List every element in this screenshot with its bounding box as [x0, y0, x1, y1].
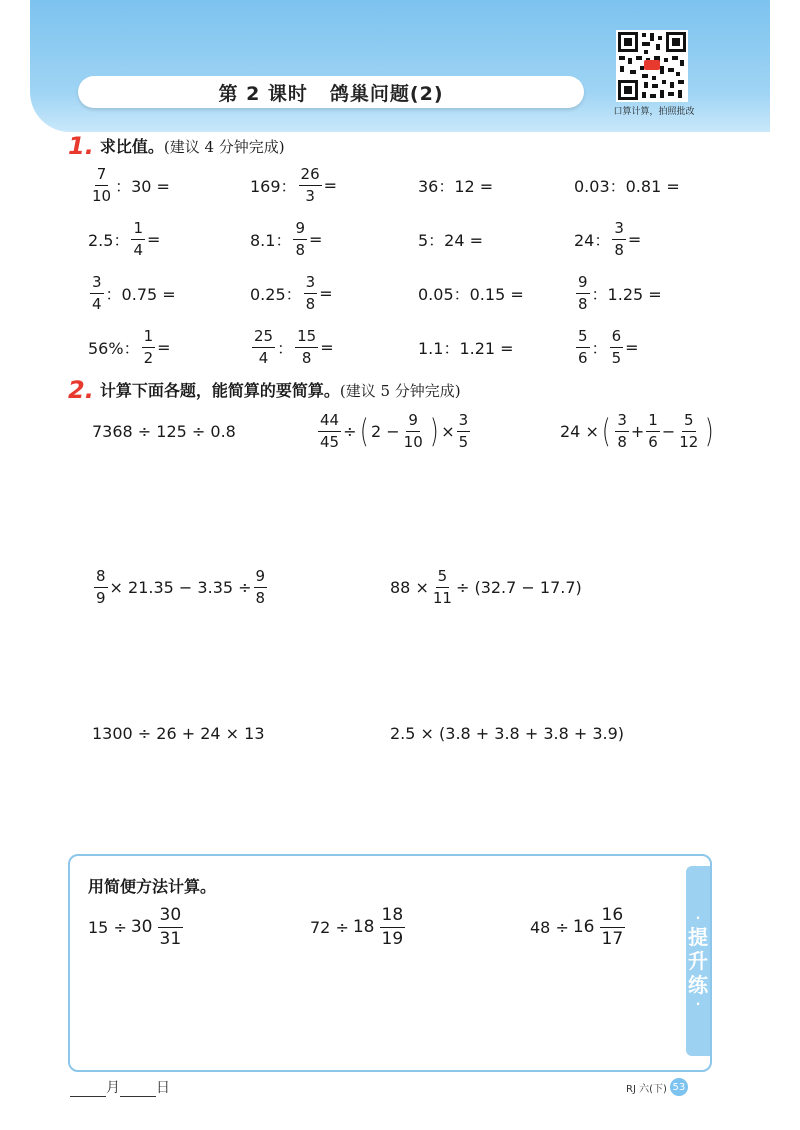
- expr-text: =: [627, 229, 642, 249]
- qr-caption: 口算计算，拍照批改: [613, 107, 695, 117]
- expr-text: ：: [277, 338, 294, 358]
- ratio-item: [574, 270, 662, 316]
- month-label: 月: [106, 1080, 120, 1096]
- fraction: $\frac{9}{8}$: [255, 566, 266, 607]
- fraction: $\frac{5}{6}$: [578, 326, 588, 367]
- ratio-item: [418, 324, 514, 370]
- ratio-item: [250, 270, 333, 316]
- expr-text: ：0.75 =: [105, 284, 176, 304]
- fraction: $\frac{3}{8}$: [617, 410, 627, 451]
- fraction: $\frac{5}{11}$: [432, 566, 452, 607]
- fraction: $\frac{3}{5}$: [458, 410, 469, 451]
- expr-text: 169：: [250, 176, 297, 196]
- tab-char: 升: [688, 949, 708, 973]
- ratio-item: [418, 162, 493, 208]
- fraction: $\frac{3}{4}$: [92, 272, 102, 313]
- expr-text: 5：24 =: [418, 230, 484, 250]
- extension-item: [310, 904, 407, 950]
- mixed-number: 16 $\frac{16}{17}$: [572, 904, 624, 949]
- expr-text: =: [323, 175, 338, 195]
- ratio-item: [250, 216, 322, 262]
- ratio-item: [418, 216, 483, 262]
- expr-text: =: [319, 283, 333, 303]
- tab-char: 练: [688, 973, 708, 997]
- expr-text: 1.1：1.21 =: [418, 338, 514, 358]
- ratio-item: [88, 162, 170, 208]
- fraction: $\frac{1}{6}$: [648, 410, 658, 451]
- expr-text: 1300 ÷ 26 + 24 × 13: [92, 723, 265, 743]
- expr-text: 72 ÷: [310, 917, 349, 937]
- calc-item: [390, 710, 624, 756]
- ratio-item: [250, 162, 337, 208]
- expr-text: 24 ×: [560, 421, 599, 441]
- expr-text: 0.03：0.81 =: [574, 176, 680, 196]
- qr-code-icon[interactable]: [616, 30, 688, 102]
- expr-text: ：1.25 =: [591, 284, 662, 304]
- left-paren: (: [601, 412, 611, 450]
- tab-char: 提: [688, 925, 708, 949]
- expr-text: 0.05：0.15 =: [418, 284, 524, 304]
- expr-text: 24：: [574, 230, 611, 250]
- fraction: $\frac{3}{8}$: [614, 218, 624, 259]
- fraction: $\frac{1}{2}$: [143, 326, 154, 367]
- ratio-item: [88, 324, 171, 370]
- section1-title-text: 求比值。: [99, 137, 164, 156]
- expr-text: =: [309, 229, 323, 249]
- expr-text: ×: [441, 421, 455, 441]
- date-field[interactable]: [70, 1077, 170, 1097]
- ratio-item: [88, 270, 176, 316]
- fraction: $\frac{7}{10}$: [92, 164, 112, 205]
- fraction: $\frac{9}{8}$: [295, 218, 305, 259]
- calc-item: [390, 564, 582, 610]
- fraction: $\frac{1}{4}$: [133, 218, 143, 259]
- fraction: $\frac{9}{10}$: [403, 410, 423, 451]
- ratio-item: [88, 216, 160, 262]
- ratio-item: [574, 162, 680, 208]
- expr-text: × 21.35 − 3.35 ÷: [109, 577, 252, 597]
- page-footer: [626, 1078, 688, 1096]
- expr-text: 2.5：: [88, 230, 130, 250]
- left-paren: (: [359, 412, 369, 450]
- right-paren: ): [705, 412, 714, 450]
- fraction: $\frac{26}{3}$: [300, 164, 320, 205]
- expr-text: +: [630, 421, 645, 441]
- ratio-item: [250, 324, 334, 370]
- expr-text: 88 ×: [390, 577, 429, 597]
- extension-item: [88, 904, 185, 950]
- fraction: $\frac{8}{9}$: [96, 566, 106, 607]
- expr-text: 8.1：: [250, 230, 292, 250]
- extension-side-tab: · 提 升 练 ·: [686, 866, 710, 1056]
- expr-text: =: [157, 337, 171, 357]
- ratio-item: [418, 270, 524, 316]
- fraction: $\frac{15}{8}$: [297, 326, 317, 367]
- expr-text: ÷: [343, 421, 357, 441]
- page-title: [78, 76, 584, 108]
- expr-text: =: [147, 229, 161, 249]
- expr-text: 0.25：: [250, 284, 302, 304]
- section1-title: [68, 132, 285, 160]
- expr-text: 48 ÷: [530, 917, 569, 937]
- ratio-item: [574, 216, 641, 262]
- topic-label: 鸽巢问题(2): [329, 82, 444, 105]
- mixed-number: 30 $\frac{30}{31}$: [130, 904, 182, 949]
- fraction: $\frac{6}{5}$: [611, 326, 622, 367]
- calc-item: [92, 408, 236, 454]
- day-label: 日: [156, 1080, 170, 1096]
- fraction: $\frac{3}{8}$: [305, 272, 316, 313]
- section2-hint: (建议 5 分钟完成): [339, 382, 461, 400]
- section1-hint: (建议 4 分钟完成): [163, 138, 285, 156]
- right-paren: ): [429, 412, 439, 450]
- section2-title: [68, 376, 461, 404]
- fraction: $\frac{25}{4}$: [254, 326, 274, 367]
- expr-text: =: [625, 337, 639, 357]
- section2-number: 2.: [68, 376, 94, 404]
- section2-title-text: 计算下面各题，能简算的要简算。: [99, 381, 340, 400]
- expr-text: 36：12 =: [418, 176, 494, 196]
- expr-text: −: [661, 421, 676, 441]
- expr-text: =: [320, 337, 334, 357]
- extension-item: [530, 904, 627, 950]
- section1-number: 1.: [68, 132, 94, 160]
- extension-title: 用简便方法计算。: [88, 877, 217, 896]
- expr-text: 2.5 × (3.8 + 3.8 + 3.8 + 3.9): [390, 723, 625, 743]
- expr-text: 56%：: [88, 338, 140, 358]
- calc-item: [560, 408, 717, 454]
- calc-item: [316, 408, 472, 454]
- edition-label: RJ 六(下): [626, 1083, 667, 1095]
- fraction: $\frac{5}{12}$: [679, 410, 699, 451]
- expr-text: ：30 =: [115, 176, 170, 196]
- expr-text: 15 ÷: [88, 917, 127, 937]
- mixed-number: 18 $\frac{18}{19}$: [352, 904, 404, 949]
- expr-text: ÷ (32.7 − 17.7): [455, 577, 582, 597]
- lesson-label: 第 2 课时: [218, 82, 308, 105]
- page-number: 53: [670, 1078, 688, 1096]
- ratio-item: [574, 324, 639, 370]
- expr-text: ：: [591, 338, 608, 358]
- calc-item: [92, 710, 265, 756]
- expr-text: 2 −: [370, 421, 400, 441]
- fraction: $\frac{44}{45}$: [320, 410, 340, 451]
- fraction: $\frac{9}{8}$: [578, 272, 588, 313]
- calc-item: [92, 564, 269, 610]
- expr-text: 7368 ÷ 125 ÷ 0.8: [92, 421, 236, 441]
